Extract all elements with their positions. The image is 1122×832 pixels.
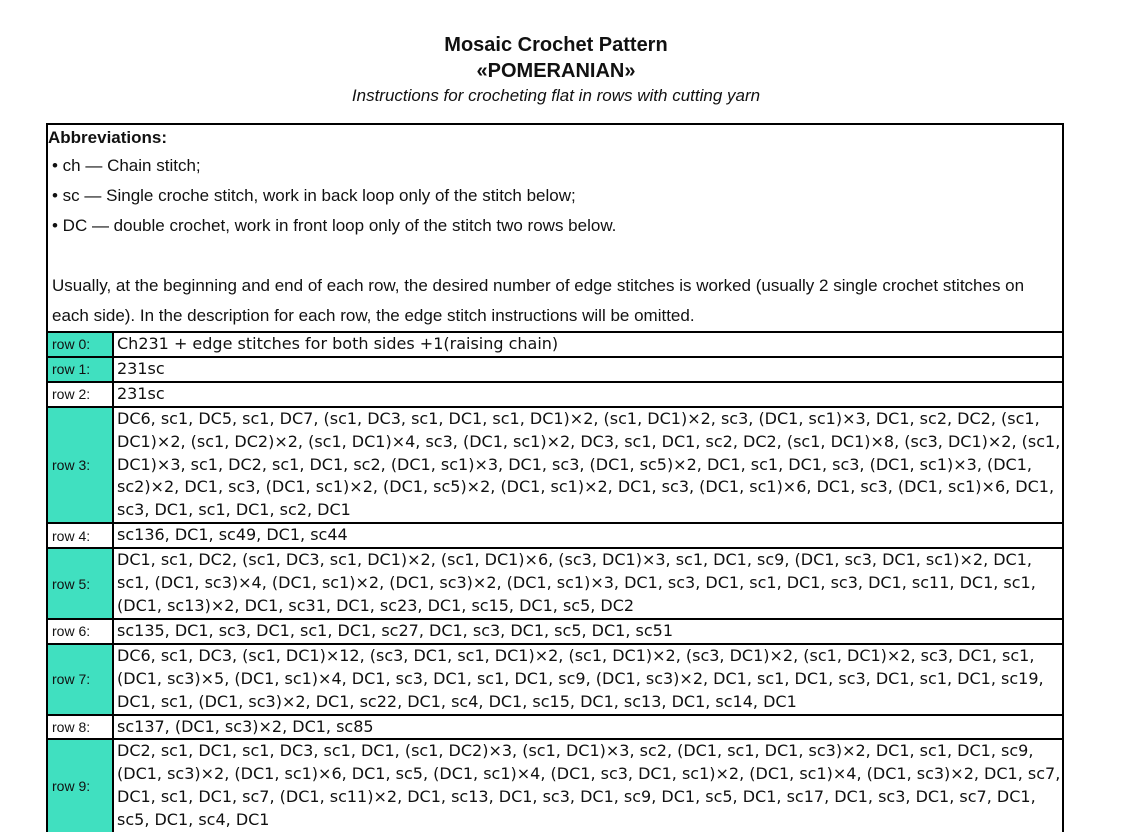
row-label: row 5: bbox=[48, 549, 114, 618]
pattern-name: «POMERANIAN» bbox=[476, 60, 636, 82]
pattern-title: Mosaic Crochet Pattern bbox=[444, 34, 668, 56]
row-2 bbox=[48, 383, 1062, 408]
abbreviation-sc: • sc — Single croche stitch, work in back loop only of the stitch below; bbox=[52, 186, 576, 205]
row-instructions: 231sc bbox=[117, 383, 165, 403]
row-instructions: sc135, DC1, sc3, DC1, sc1, DC1, sc27, DC1, sc3, DC1, sc5, DC1, sc51 bbox=[117, 620, 673, 640]
row-instructions: sc136, DC1, sc49, DC1, sc44 bbox=[117, 525, 348, 545]
row-7 bbox=[48, 645, 1062, 716]
row-label: row 3: bbox=[48, 408, 114, 523]
row-label: row 9: bbox=[48, 740, 114, 832]
row-5 bbox=[48, 549, 1062, 620]
row-9 bbox=[48, 740, 1062, 832]
pattern-table bbox=[46, 123, 1064, 832]
row-instructions: 231sc bbox=[117, 358, 165, 378]
abbreviation-dc: • DC — double crochet, work in front loop only of the stitch two rows below. bbox=[52, 216, 617, 235]
abbreviations-title: Abbreviations: bbox=[48, 128, 168, 147]
row-instructions: sc137, (DC1, sc3)×2, DC1, sc85 bbox=[117, 716, 374, 736]
row-4 bbox=[48, 524, 1062, 549]
row-instructions: DC1, sc1, DC2, (sc1, DC3, sc1, DC1)×2, (sc1, DC1)×6, (sc3, DC1)×3, sc1, DC1, sc9, (DC1, sc3, DC1, sc1)×2, DC1, sc1, (DC1, sc3)×4, (DC1, sc1)×2, (DC1, sc3)×2, (DC1, sc1)×3, DC1, sc3, DC1, sc1, DC1, sc3, DC1, sc11, DC1, sc1, (DC1, sc13)×2, DC1, sc31, DC1, sc23, DC1, sc15, DC1, sc5, DC2 bbox=[117, 550, 1036, 615]
rows-list bbox=[48, 331, 1062, 832]
abbreviations-section bbox=[48, 125, 1062, 331]
row-0 bbox=[48, 333, 1062, 358]
row-label: row 6: bbox=[48, 620, 114, 643]
row-3 bbox=[48, 408, 1062, 525]
row-label: row 2: bbox=[48, 383, 114, 406]
row-label: row 8: bbox=[48, 716, 114, 739]
row-label: row 4: bbox=[48, 524, 114, 547]
pattern-subtitle: Instructions for crocheting flat in rows with cutting yarn bbox=[351, 86, 761, 105]
row-instructions: DC6, sc1, DC3, (sc1, DC1)×12, (sc3, DC1, sc1, DC1)×2, (sc1, DC1)×2, (sc3, DC1)×2, (sc1, DC1)×2, sc3, DC1, sc1, (DC1, sc3)×5, (DC1, sc1)×4, DC1, sc3, DC1, sc1, DC1, sc9, (DC1, sc3)×2, DC1, sc1, DC1, sc3, DC1, sc1, DC1, sc19, DC1, sc1, (DC1, sc3)×2, DC1, sc22, DC1, sc4, DC1, sc15, DC1, sc13, DC1, sc14, DC1 bbox=[117, 645, 1044, 711]
abbreviation-ch: • ch — Chain stitch; bbox=[52, 156, 201, 175]
row-label: row 0: bbox=[48, 333, 114, 356]
row-label: row 7: bbox=[48, 645, 114, 714]
row-6 bbox=[48, 620, 1062, 645]
row-1 bbox=[48, 358, 1062, 383]
row-label: row 1: bbox=[48, 358, 114, 381]
pattern-header bbox=[0, 32, 1112, 108]
row-instructions: Ch231 + edge stitches for both sides +1(raising chain) bbox=[117, 334, 559, 353]
row-instructions: DC2, sc1, DC1, sc1, DC3, sc1, DC1, (sc1, DC2)×3, (sc1, DC1)×3, sc2, (DC1, sc1, DC1, sc3)×2, DC1, sc1, DC1, sc9, (DC1, sc3)×2, (DC1, sc1)×6, DC1, sc5, (DC1, sc1)×4, (DC1, sc3, DC1, sc1)×2, (DC1, sc1)×4, (DC1, sc3)×2, DC1, sc7, DC1, sc1, DC1, sc7, (DC1, sc11)×2, DC1, sc13, DC1, sc3, DC1, sc9, DC1, sc5, DC1, sc17, DC1, sc3, DC1, sc7, DC1, sc5, DC1, sc4, DC1 bbox=[117, 741, 1061, 830]
row-8 bbox=[48, 716, 1062, 741]
row-instructions: DC6, sc1, DC5, sc1, DC7, (sc1, DC3, sc1, DC1, sc1, DC1)×2, (sc1, DC1)×2, sc3, (DC1, sc1)×3, DC1, sc2, DC2, (sc1, DC1)×2, (sc1, DC2)×2, (sc1, DC1)×4, sc3, (DC1, sc1)×2, DC3, sc1, DC1, sc2, DC2, (sc1, DC1)×8, (sc3, DC1)×2, (sc1, DC1)×3, sc1, DC2, sc1, DC1, sc2, (DC1, sc1)×3, DC1, sc3, (DC1, sc5)×2, DC1, sc1, DC1, sc3, (DC1, sc1)×3, (DC1, sc2)×2, DC1, sc3, (DC1, sc1)×2, (DC1, sc5)×2, (DC1, sc1)×2, DC1, sc3, (DC1, sc1)×6, DC1, sc3, (DC1, sc1)×6, DC1, sc3, DC1, sc1, DC1, sc2, DC1 bbox=[117, 408, 1061, 520]
edge-stitch-note: Usually, at the beginning and end of each row, the desired number of edge stitches is worked (usually 2 single crochet stitches on each side). In the description for each row, the edge stitch instructions will be omitted. bbox=[52, 276, 1025, 325]
